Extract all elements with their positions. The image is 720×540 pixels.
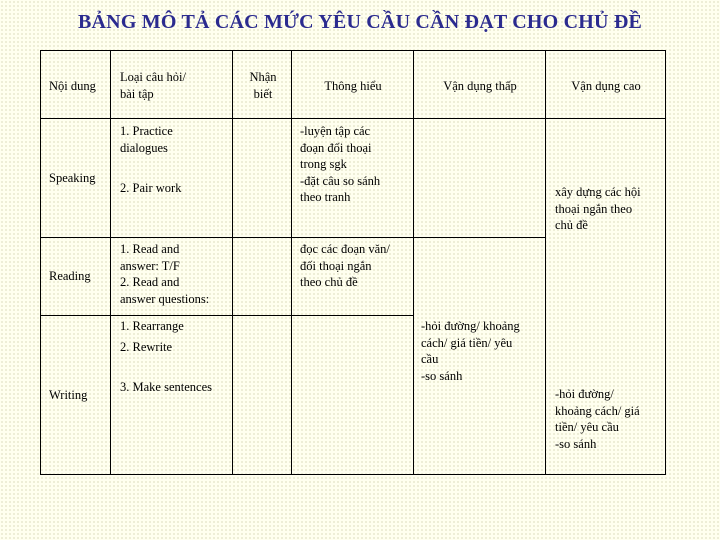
column-divider [110, 51, 111, 474]
reading-understanding: đọc các đoạn văn/ đối thoại ngắn theo chủ đề [300, 242, 390, 289]
header-content: Nội dung [49, 79, 96, 93]
column-divider [232, 51, 233, 474]
row-divider [41, 237, 545, 238]
writing-exercise: 2. Rewrite [120, 340, 173, 354]
page-title: BẢNG MÔ TẢ CÁC MỨC YÊU CẦU CẦN ĐẠT CHO CHỦ ĐỀ [78, 11, 642, 33]
column-divider [545, 51, 546, 474]
row-label-writing: Writing [49, 388, 88, 402]
header-exercise-type: Loại câu hỏi/ bài tập [120, 70, 186, 101]
speaking-high-application: xây dựng các hội thoại ngắn theo chủ đề [555, 185, 641, 232]
row-label-reading: Reading [49, 269, 91, 283]
writing-exercise: 3. Make sentences [120, 380, 212, 394]
requirements-table [40, 50, 666, 475]
reading-exercise: 1. Read and answer: T/F 2. Read and answer questions: [120, 242, 210, 306]
header-understanding: Thông hiểu [324, 79, 382, 93]
row-divider [41, 118, 665, 119]
column-divider [413, 51, 414, 474]
speaking-understanding: -luyện tập các đoạn đối thoại trong sgk -đặt câu so sánh theo tranh [300, 124, 381, 204]
speaking-exercise: 1. Practice dialogues [120, 124, 173, 155]
writing-high-application: -hỏi đường/ khoảng cách/ giá tiền/ yêu cầu -so sánh [555, 387, 640, 451]
row-divider [41, 315, 413, 316]
header-high-application: Vận dụng cao [571, 79, 641, 93]
speaking-exercise: 2. Pair work [120, 181, 182, 195]
column-divider [291, 51, 292, 474]
header-recognition: Nhận biết [249, 70, 277, 101]
header-low-application: Vận dụng thấp [443, 79, 517, 93]
writing-exercise: 1. Rearrange [120, 319, 184, 333]
row-label-speaking: Speaking [49, 171, 96, 185]
writing-low-application: -hỏi đường/ khoảng cách/ giá tiền/ yêu cầu -so sánh [421, 319, 520, 383]
